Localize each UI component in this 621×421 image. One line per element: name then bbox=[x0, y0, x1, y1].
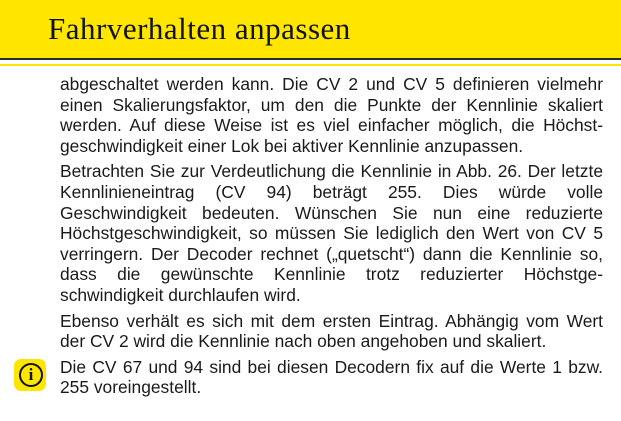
page-title: Fahrverhalten anpassen bbox=[48, 11, 351, 46]
body-text bbox=[28, 74, 603, 403]
paragraph: abgeschaltet werden kann. Die CV 2 und CV 5 definieren vielmehr einen Skalierungsfaktor, um den die Punkte der Kennlinie skaliert werden. Auf diese Weise ist es viel einfacher möglich, die Höchstgeschwindigkeit einer Lok bei aktiver Kennlinie anzupassen. bbox=[60, 74, 603, 156]
info-note-text: Die CV 67 und 94 sind bei diesen Decodern fix auf die Werte 1 bzw. 255 voreingestellt. bbox=[60, 356, 603, 398]
info-icon-symbol: i bbox=[19, 363, 43, 387]
paragraph: Ebenso verhält es sich mit dem ersten Eintrag. Abhängig vom Wert der CV 2 wird die Kennlinie nach oben angehoben und skaliert. bbox=[60, 310, 603, 352]
paragraph: Betrachten Sie zur Verdeutlichung die Kennlinie in Abb. 26. Der letzte Kennlinieneintrag (CV 94) beträgt 255. Dies würde volle Geschwindigkeit bedeuten. Wünschen Sie nun eine reduzierte Höchstgeschwindigkeit, so müssen Sie lediglich den Wert von CV 5 verringern. Der Decoder rechnet („quetscht“) dann die Kennlinie so, dass die gewünschte Kennlinie trotz reduzierter Höchstgeschwindigkeit durchlaufen wird. bbox=[60, 161, 603, 305]
info-note bbox=[28, 356, 603, 398]
page-header bbox=[0, 0, 621, 60]
header-rule bbox=[0, 64, 621, 66]
info-icon bbox=[14, 359, 46, 391]
